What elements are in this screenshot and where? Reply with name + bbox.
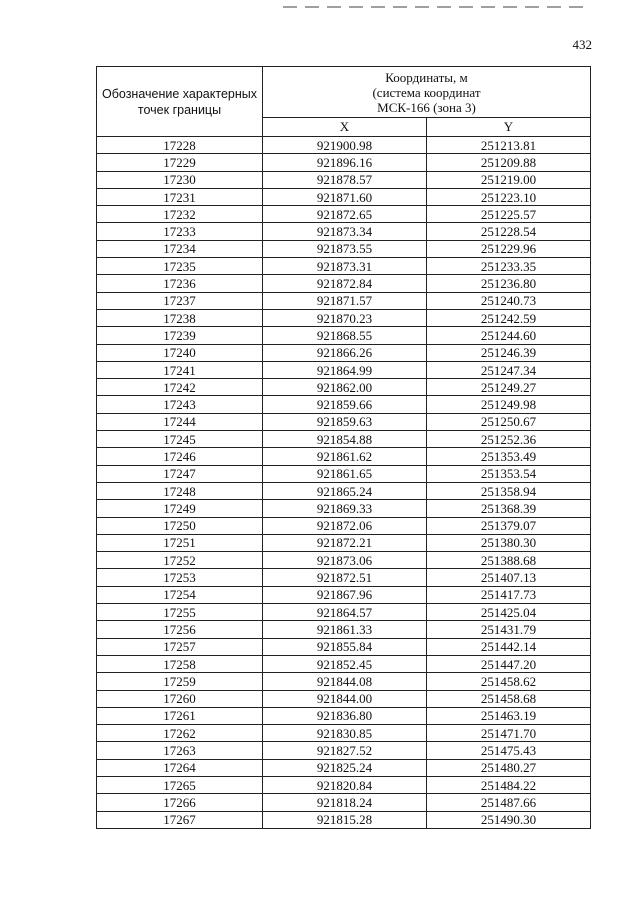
table-row	[97, 154, 591, 171]
table-row	[97, 344, 591, 361]
cell-y: 251249.27	[427, 379, 591, 396]
cell-x: 921896.16	[263, 154, 427, 171]
cell-y: 251209.88	[427, 154, 591, 171]
table-row	[97, 776, 591, 793]
cell-x: 921869.33	[263, 500, 427, 517]
table-row	[97, 621, 591, 638]
cell-point-id: 17236	[97, 275, 263, 292]
cell-x: 921836.80	[263, 707, 427, 724]
table-row	[97, 448, 591, 465]
table-row	[97, 794, 591, 811]
cell-x: 921852.45	[263, 655, 427, 672]
cell-x: 921861.62	[263, 448, 427, 465]
cell-y: 251490.30	[427, 811, 591, 828]
table-row	[97, 517, 591, 534]
cell-y: 251388.68	[427, 552, 591, 569]
cell-point-id: 17239	[97, 327, 263, 344]
cell-x: 921844.08	[263, 673, 427, 690]
table-row	[97, 569, 591, 586]
cell-point-id: 17262	[97, 725, 263, 742]
table-row	[97, 482, 591, 499]
cell-x: 921867.96	[263, 586, 427, 603]
table-row	[97, 327, 591, 344]
cell-x: 921872.21	[263, 534, 427, 551]
cell-point-id: 17260	[97, 690, 263, 707]
cell-y: 251219.00	[427, 171, 591, 188]
table-row	[97, 431, 591, 448]
top-dashed-line	[283, 6, 583, 8]
cell-y: 251463.19	[427, 707, 591, 724]
cell-x: 921855.84	[263, 638, 427, 655]
cell-point-id: 17266	[97, 794, 263, 811]
cell-point-id: 17248	[97, 482, 263, 499]
cell-y: 251247.34	[427, 361, 591, 378]
cell-x: 921859.63	[263, 413, 427, 430]
table-row	[97, 396, 591, 413]
cell-y: 251353.54	[427, 465, 591, 482]
cell-y: 251380.30	[427, 534, 591, 551]
cell-point-id: 17249	[97, 500, 263, 517]
cell-y: 251471.70	[427, 725, 591, 742]
table-row	[97, 742, 591, 759]
cell-point-id: 17237	[97, 292, 263, 309]
cell-y: 251484.22	[427, 776, 591, 793]
table-row	[97, 240, 591, 257]
cell-y: 251417.73	[427, 586, 591, 603]
table-row	[97, 292, 591, 309]
cell-x: 921900.98	[263, 137, 427, 154]
cell-x: 921844.00	[263, 690, 427, 707]
cell-y: 251487.66	[427, 794, 591, 811]
header-x: X	[263, 118, 427, 137]
cell-x: 921871.57	[263, 292, 427, 309]
cell-y: 251236.80	[427, 275, 591, 292]
cell-point-id: 17263	[97, 742, 263, 759]
cell-point-id: 17243	[97, 396, 263, 413]
table-row	[97, 223, 591, 240]
header-coordinates-line1: Координаты, м	[385, 69, 468, 85]
cell-x: 921870.23	[263, 309, 427, 326]
cell-point-id: 17258	[97, 655, 263, 672]
table-body	[97, 137, 591, 829]
table-row	[97, 275, 591, 292]
cell-x: 921872.84	[263, 275, 427, 292]
cell-y: 251213.81	[427, 137, 591, 154]
cell-point-id: 17245	[97, 431, 263, 448]
header-coordinates-line2: (система координат	[372, 84, 481, 100]
cell-point-id: 17241	[97, 361, 263, 378]
cell-x: 921872.65	[263, 206, 427, 223]
table-row	[97, 137, 591, 154]
cell-point-id: 17253	[97, 569, 263, 586]
cell-x: 921873.34	[263, 223, 427, 240]
table-row	[97, 690, 591, 707]
table-row	[97, 188, 591, 205]
cell-x: 921861.65	[263, 465, 427, 482]
cell-x: 921830.85	[263, 725, 427, 742]
cell-point-id: 17229	[97, 154, 263, 171]
cell-x: 921820.84	[263, 776, 427, 793]
coordinates-table	[96, 66, 591, 829]
table-row	[97, 171, 591, 188]
table-row	[97, 206, 591, 223]
cell-x: 921818.24	[263, 794, 427, 811]
cell-y: 251252.36	[427, 431, 591, 448]
table-row	[97, 759, 591, 776]
cell-y: 251244.60	[427, 327, 591, 344]
cell-point-id: 17228	[97, 137, 263, 154]
table-row	[97, 361, 591, 378]
header-designation: Обозначение характерных точек границы	[97, 67, 263, 137]
cell-point-id: 17251	[97, 534, 263, 551]
cell-x: 921854.88	[263, 431, 427, 448]
table-row	[97, 586, 591, 603]
cell-point-id: 17232	[97, 206, 263, 223]
cell-x: 921872.06	[263, 517, 427, 534]
cell-y: 251407.13	[427, 569, 591, 586]
cell-point-id: 17264	[97, 759, 263, 776]
table-row	[97, 725, 591, 742]
cell-y: 251447.20	[427, 655, 591, 672]
cell-x: 921864.99	[263, 361, 427, 378]
cell-x: 921827.52	[263, 742, 427, 759]
cell-x: 921859.66	[263, 396, 427, 413]
cell-point-id: 17255	[97, 604, 263, 621]
cell-point-id: 17244	[97, 413, 263, 430]
cell-point-id: 17235	[97, 258, 263, 275]
cell-y: 251475.43	[427, 742, 591, 759]
cell-y: 251229.96	[427, 240, 591, 257]
cell-x: 921872.51	[263, 569, 427, 586]
cell-point-id: 17233	[97, 223, 263, 240]
cell-point-id: 17267	[97, 811, 263, 828]
cell-y: 251353.49	[427, 448, 591, 465]
page-number: 432	[572, 37, 592, 52]
cell-y: 251246.39	[427, 344, 591, 361]
cell-x: 921815.28	[263, 811, 427, 828]
table-row	[97, 811, 591, 828]
cell-point-id: 17247	[97, 465, 263, 482]
cell-y: 251458.62	[427, 673, 591, 690]
cell-point-id: 17234	[97, 240, 263, 257]
table-row	[97, 379, 591, 396]
header-coordinates-line3: МСК-166 (зона 3)	[377, 99, 476, 115]
cell-y: 251249.98	[427, 396, 591, 413]
cell-point-id: 17257	[97, 638, 263, 655]
table-row	[97, 604, 591, 621]
cell-point-id: 17256	[97, 621, 263, 638]
cell-y: 251242.59	[427, 309, 591, 326]
cell-y: 251480.27	[427, 759, 591, 776]
cell-x: 921864.57	[263, 604, 427, 621]
table-row	[97, 707, 591, 724]
cell-y: 251228.54	[427, 223, 591, 240]
cell-y: 251233.35	[427, 258, 591, 275]
cell-point-id: 17242	[97, 379, 263, 396]
cell-y: 251358.94	[427, 482, 591, 499]
cell-y: 251431.79	[427, 621, 591, 638]
header-y: Y	[427, 118, 591, 137]
table-row	[97, 552, 591, 569]
cell-y: 251458.68	[427, 690, 591, 707]
table-row	[97, 673, 591, 690]
cell-point-id: 17259	[97, 673, 263, 690]
cell-y: 251225.57	[427, 206, 591, 223]
cell-x: 921871.60	[263, 188, 427, 205]
cell-y: 251379.07	[427, 517, 591, 534]
table-row	[97, 309, 591, 326]
cell-x: 921825.24	[263, 759, 427, 776]
cell-point-id: 17254	[97, 586, 263, 603]
cell-y: 251368.39	[427, 500, 591, 517]
cell-point-id: 17246	[97, 448, 263, 465]
cell-x: 921866.26	[263, 344, 427, 361]
table-row	[97, 534, 591, 551]
table-row	[97, 638, 591, 655]
cell-point-id: 17261	[97, 707, 263, 724]
cell-point-id: 17240	[97, 344, 263, 361]
header-coordinates	[263, 67, 591, 118]
cell-point-id: 17230	[97, 171, 263, 188]
cell-x: 921873.55	[263, 240, 427, 257]
table-row	[97, 655, 591, 672]
cell-x: 921868.55	[263, 327, 427, 344]
cell-x: 921873.31	[263, 258, 427, 275]
cell-y: 251223.10	[427, 188, 591, 205]
cell-x: 921862.00	[263, 379, 427, 396]
cell-point-id: 17252	[97, 552, 263, 569]
cell-y: 251250.67	[427, 413, 591, 430]
cell-x: 921865.24	[263, 482, 427, 499]
cell-y: 251425.04	[427, 604, 591, 621]
cell-x: 921878.57	[263, 171, 427, 188]
table-row	[97, 413, 591, 430]
cell-point-id: 17238	[97, 309, 263, 326]
table-row	[97, 465, 591, 482]
cell-x: 921861.33	[263, 621, 427, 638]
table-row	[97, 500, 591, 517]
cell-x: 921873.06	[263, 552, 427, 569]
cell-point-id: 17265	[97, 776, 263, 793]
cell-point-id: 17250	[97, 517, 263, 534]
cell-point-id: 17231	[97, 188, 263, 205]
cell-y: 251442.14	[427, 638, 591, 655]
table-row	[97, 258, 591, 275]
cell-y: 251240.73	[427, 292, 591, 309]
